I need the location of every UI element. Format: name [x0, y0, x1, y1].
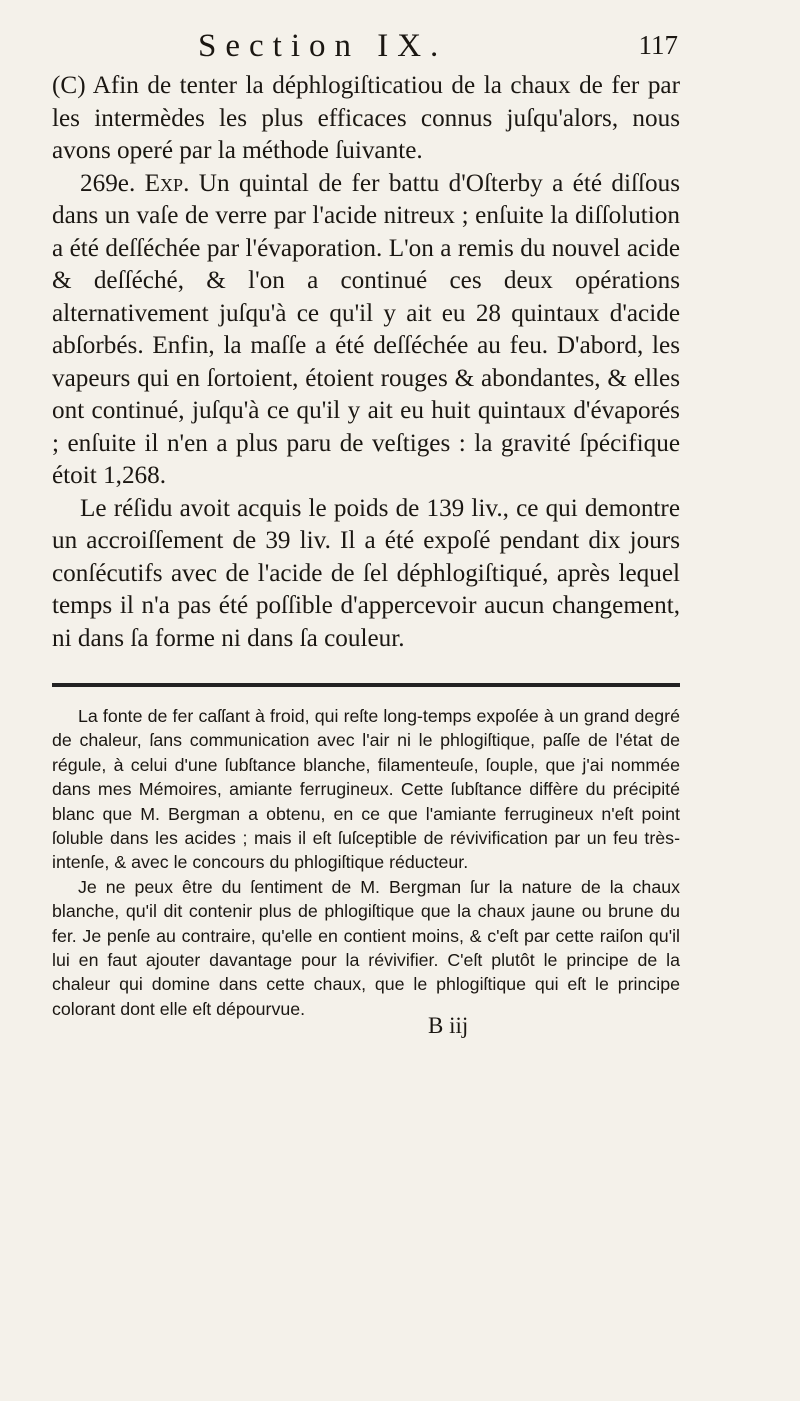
- main-text: [52, 70, 680, 655]
- signature-mark: B iij: [428, 1013, 469, 1038]
- running-header: [52, 28, 678, 68]
- page-number: 117: [638, 30, 678, 60]
- experiment-number: 269e.: [80, 169, 136, 197]
- footnote-divider: [52, 683, 680, 687]
- footnotes: [52, 704, 680, 1021]
- footnote-1: La fonte de fer caſſant à froid, qui reſte long-temps expoſée à un grand degré de chaleur, ſans communication avec l'air ni le phlogiſtique, paſſe de l'état de régule, à celui d'une ſubſtance blanche, filamenteuſe, ſouple, que j'ai nommée dans mes Mémoires, amiante ferrugineux. Cette ſubſtance diffère du précipité blanc que M. Bergman a obtenu, en ce que l'amiante ferrugineux n'eſt point ſoluble dans les acides ; mais il eſt ſuſceptible de révivification par un feu très-intenſe, & avec le concours du phlogiſtique réducteur.: [52, 706, 680, 873]
- paragraph-experiment: [52, 168, 680, 493]
- paragraph-intro: (C) Afin de tenter la déphlogiſticatiou de la chaux de fer par les intermèdes les plus efficaces connus juſqu'alors, nous avons operé par la méthode ſuivante.: [52, 72, 680, 164]
- experiment-text: Un quintal de fer battu d'Oſterby a été diſſous dans un vaſe de verre par l'acide nitreux ; enſuite la diſſolution a été deſſéchée par l'évaporation. L'on a remis du nouvel acide & deſſéché, & l'on a continué ces deux opérations alternativement juſqu'à ce qu'il y ait eu 28 quintaux d'acide abſorbés. Enfin, la maſſe a été deſſéchée au feu. D'abord, les vapeurs qui en ſortoient, étoient rouges & abondantes, & elles ont continué, juſqu'à ce qu'il y ait eu huit quintaux d'évaporés ; enſuite il n'en a plus paru de veſtiges : la gravité ſpécifique étoit 1,268.: [52, 169, 681, 489]
- experiment-label: Exp.: [144, 169, 190, 197]
- footnote-2: Je ne peux être du ſentiment de M. Bergman ſur la nature de la chaux blanche, qu'il dit contenir plus de phlogiſtique que la chaux jaune ou brune du fer. Je penſe au contraire, qu'elle en contient moins, & c'eſt par cette raiſon qu'il lui en faut ajouter davantage pour la révivifier. C'eſt plutôt le principe de la chaleur qui domine dans cette chaux, que le phlogiſtique qui eſt le principe colorant dont elle eſt dépourvue.: [52, 876, 680, 1019]
- section-title: Section IX.: [198, 28, 448, 64]
- paragraph-result: Le réſidu avoit acquis le poids de 139 liv., ce qui demontre un accroiſſement de 39 liv. Il a été expoſé pendant dix jours conſécutifs avec de l'acide de ſel déphlogiſtiqué, après lequel temps il n'a pas été poſſible d'appercevoir aucun changement, ni dans ſa forme ni dans ſa couleur.: [52, 494, 680, 652]
